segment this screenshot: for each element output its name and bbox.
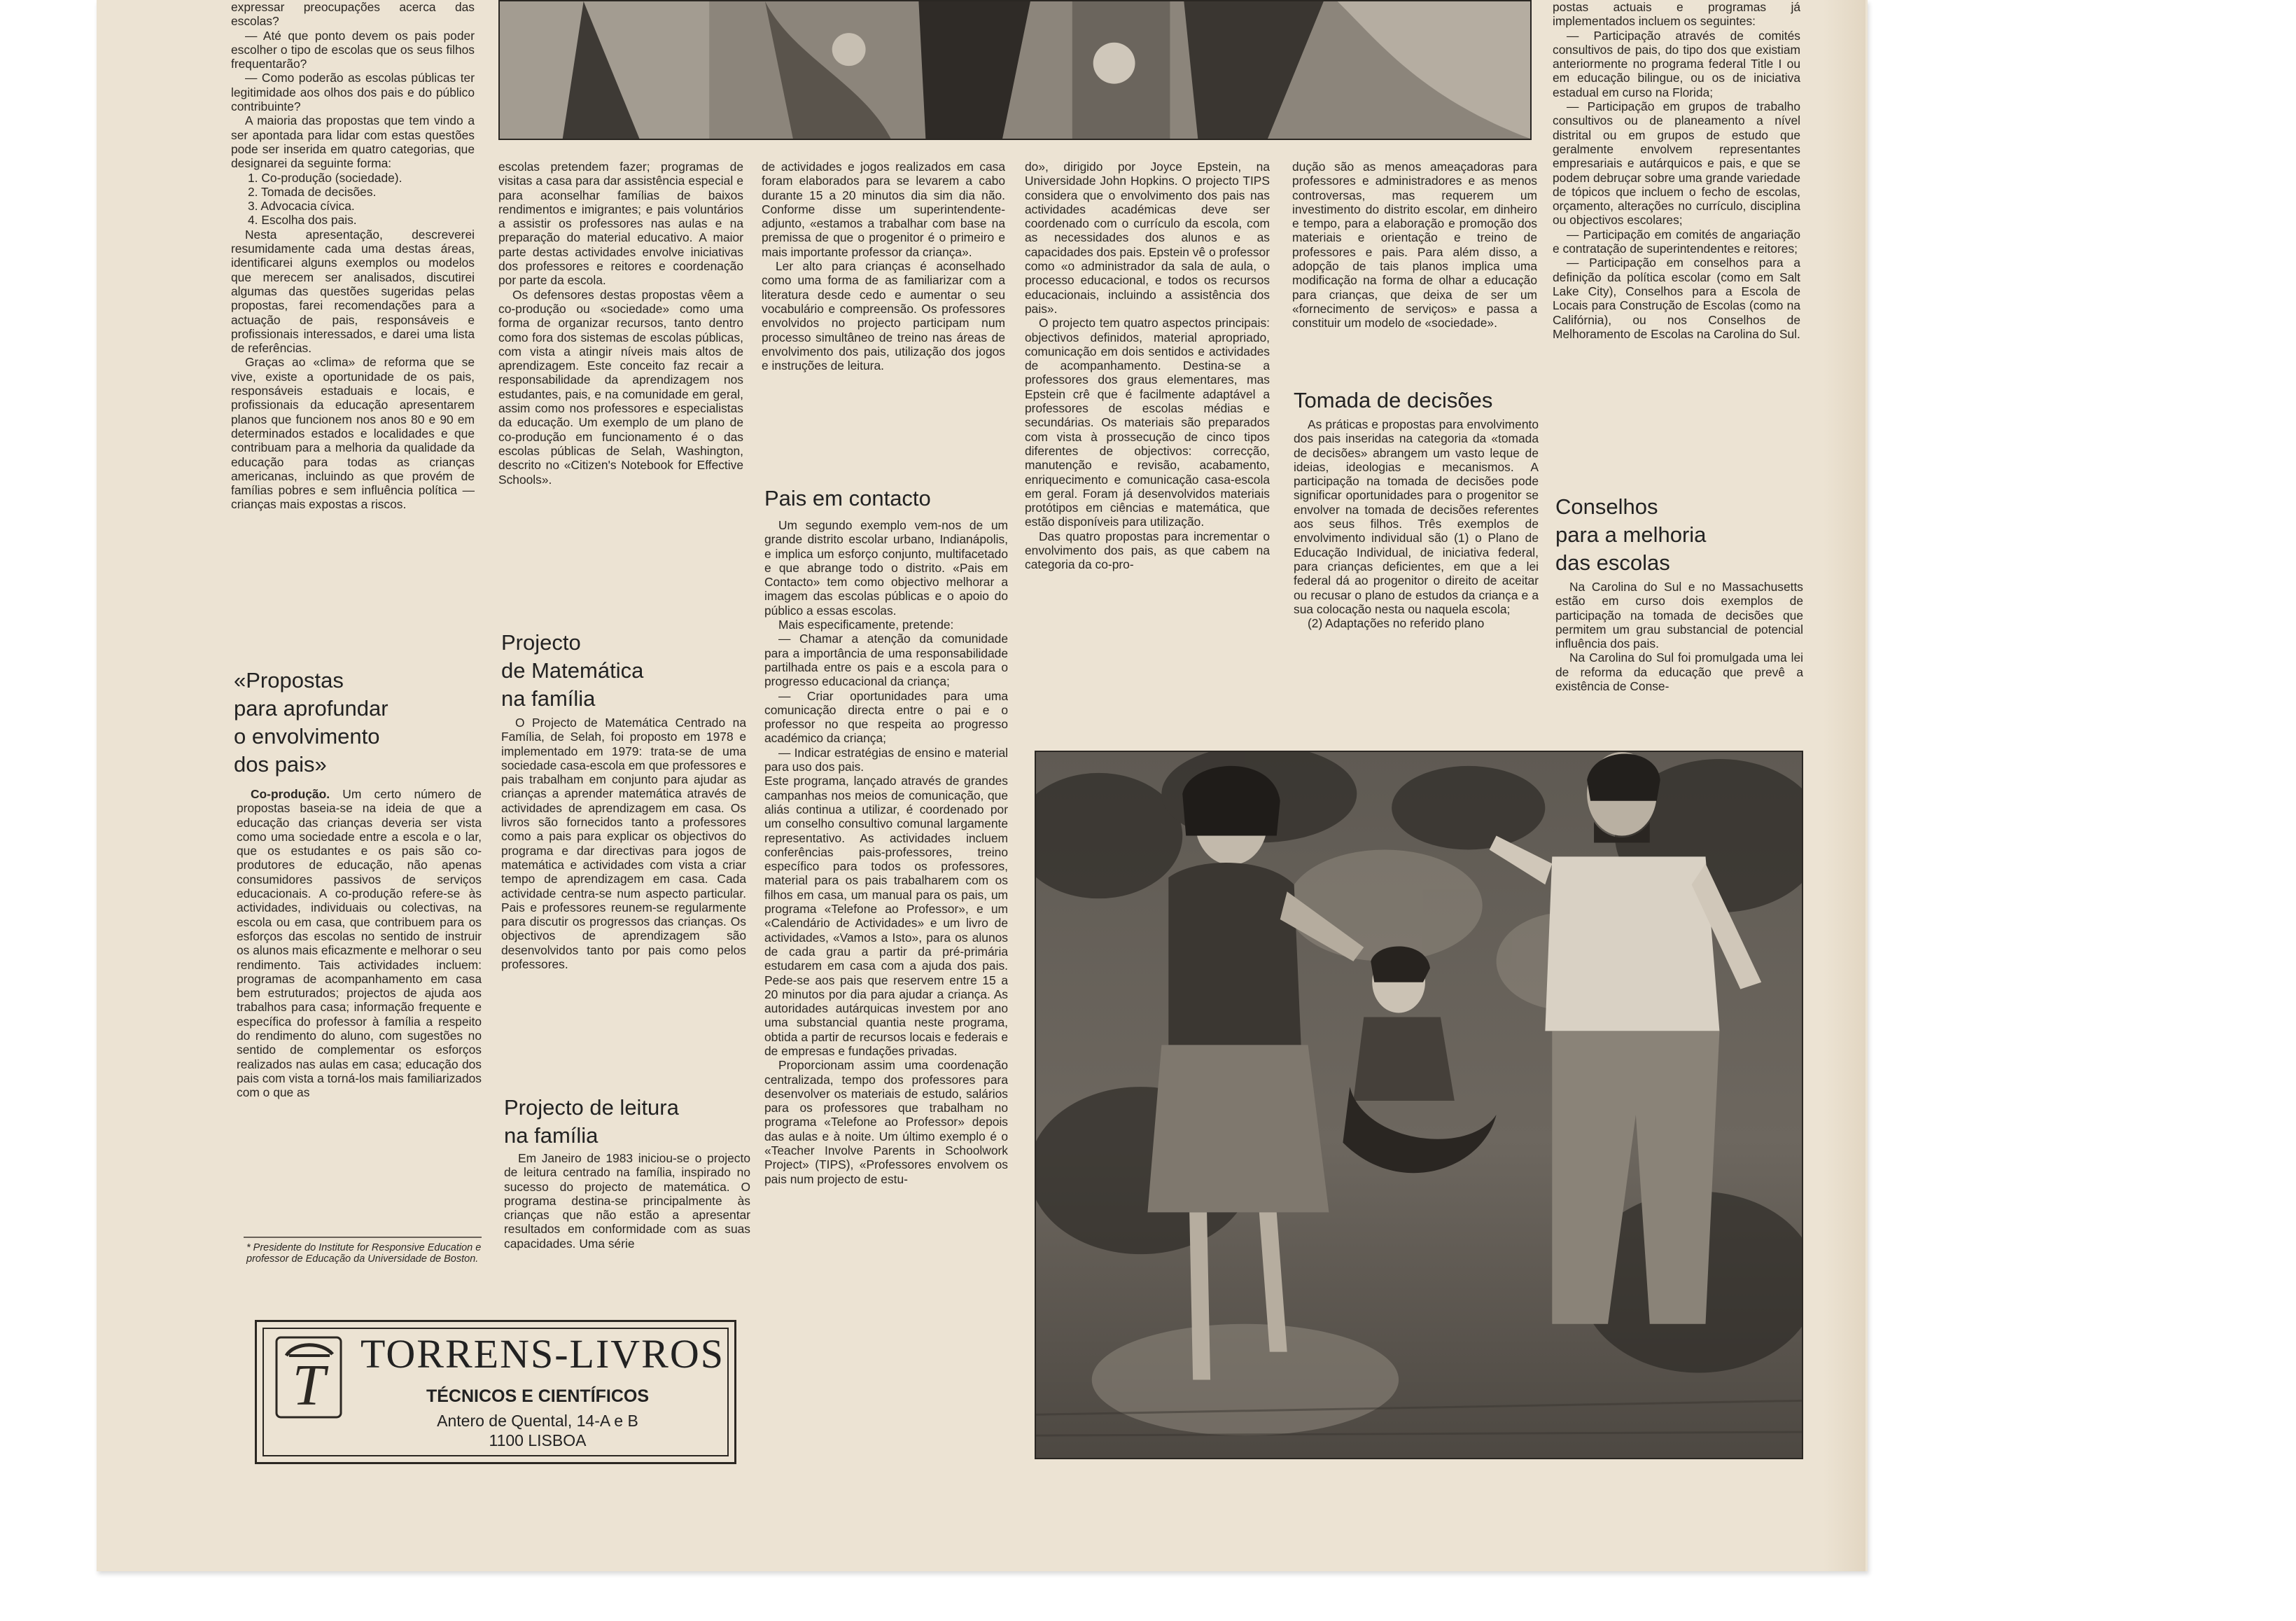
torrens-livros-advertisement (255, 1320, 736, 1464)
footnote-rule (244, 1237, 482, 1238)
paragraph: Nesta apresentação, descreverei resumidamente cada uma destas áreas, identificarei alguns exemplos ou modelos que merecem ser analisados, discutirei algumas das questões sugeridas pelas propostas, farei recomendações para a actuação de pais, responsáveis e profissionais interessados, e darei uma lista de referências. (231, 227, 475, 356)
heading-line: Projecto de leitura (504, 1095, 679, 1120)
ad-address-line-1: Antero de Quental, 14-A e B (437, 1412, 638, 1430)
column-3-contacto (764, 518, 1008, 1461)
column-4 (1025, 160, 1270, 738)
paragraph: — Participação em comités de angariação e contratação de superintendentes e reitores; (1553, 227, 1800, 256)
paragraph: Os defensores destas propostas vêem a co-produção ou «sociedade» como uma forma de organizar recursos, tanto dentro como fora dos sistemas de escolas públicas, com vista a atingir níveis mais altos de aprendizagem. Este conceito faz recair a responsabilidade da aprendizagem nos estudantes, pais, e na comunidade em geral, assim como nos professores e especialistas da educação. Um exemplo de um plano de co-produção em funcionamento é o das escolas públicas de Selah, Washington, descrito no «Citizen's Notebook for Effective Schools». (498, 287, 743, 487)
heading-propostas (234, 667, 388, 779)
column-3 (762, 160, 1005, 475)
paper-fold-shadow (1823, 0, 1865, 1571)
paragraph: Proporcionam assim uma coordenação centralizada, tempo dos professores para desenvolver os materiais de estudo, salários para os professores que trabalham no programa «Telefone ao Professor» depois das aulas e à noite. Um último exemplo é o «Teacher Involve Parents in Schoolwork Project» (TIPS), «Professores envolvem os pais num projecto de estu- (764, 1058, 1008, 1186)
column-5 (1292, 160, 1537, 384)
heading-conselhos (1555, 493, 1706, 577)
paragraph: — Participação em conselhos para a definição da política escolar (como em Salt Lake City), Conselhos para a Escola de Locais para Construção de Escolas (como na Califórnia), ou nos Conselhos de Melhoramento de Escolas na Carolina do Sul. (1553, 256, 1800, 341)
heading-line: na família (501, 686, 596, 711)
heading-line: das escolas (1555, 550, 1670, 575)
ad-brand-name: TORRENS-LIVROS (360, 1331, 724, 1377)
paragraph: escolas pretendem fazer; programas de visitas a casa para dar assistência especial e para aconselhar famílias de baixos rendimentos e imigrantes; e pais voluntários a assistir os professores nas aulas e na preparação do material educativo. A maior parte destas actividades envolve iniciativas dos professores e reitores e coordenação por parte da escola. (498, 160, 743, 288)
paragraph: Na Carolina do Sul e no Massachusetts estão em curso dois exemplos de participação na tomada de decisões que permitem um grau substancial de potencial influência dos pais. (1555, 580, 1803, 651)
heading-line: o envolvimento (234, 724, 380, 749)
paragraph: — Criar oportunidades para uma comunicação directa entre o pai e o professor no que respeita ao progresso académico da criança; (764, 688, 1008, 746)
paragraph: Em Janeiro de 1983 iniciou-se o projecto de leitura centrado na família, inspirado no sucesso do projecto de matemática. O programa destina-se principalmente às crianças que não estão a apresentar resultados em conformidade com as suas capacidades. Uma série (504, 1151, 750, 1251)
heading-line: «Propostas (234, 668, 344, 693)
ad-address-line-2: 1100 LISBOA (489, 1431, 587, 1449)
paragraph: do», dirigido por Joyce Epstein, na Universidade John Hopkins. O projecto TIPS considera que o envolvimento dos pais nas actividades académicas deve ser coordenado com o currículo da escola, com as necessidades dos alunos e as capacidades dos pais. Epstein vê o professor como «o administrador da sala de aula, o processo educacional, e todos os recursos educacionais, incluindo a assistência dos pais». (1025, 160, 1270, 316)
list-item: 1. Co-produção (sociedade). (248, 170, 402, 185)
column-6 (1553, 0, 1800, 492)
paragraph: Mais especificamente, pretende: (778, 618, 954, 632)
paragraph: — Chamar a atenção da comunidade para a importância de uma responsabilidade partilhada entre os pais e a escola para o progresso educacional da criança; (764, 632, 1008, 689)
paragraph: expressar preocupações acerca das escolas? (231, 0, 475, 29)
paragraph: Um certo número de propostas baseia-se na ideia de que a educação das crianças deveria ser vista como uma sociedade entre a escola e o lar, que os estudantes e os pais são co-produtores de educação, não apenas consumidores passivos de serviços educacionais. A co-produção refere-se às actividades, individuais ou colectivas, na escola ou em casa, que contribuem para os esforços das escolas no sentido de instruir os alunos mais eficazmente e melhorar o seu rendimento. Tais actividades incluem: programas de acompanhamento em casa bem estruturados; projectos de ajuda aos trabalhos para casa; informação frequente e específica do professor à família a respeito do rendimento do aluno, com sugestões no sentido de complementar os esforços realizados nas aulas em casa; educação dos pais com vista a torná-los mais familiarizados com o que as (237, 787, 482, 1100)
column-5-tomada (1294, 417, 1539, 739)
column-2-matematica (501, 716, 746, 1085)
heading-line: de Matemática (501, 658, 644, 683)
paragraph: de actividades e jogos realizados em casa foram elaborados para se levarem a cabo durante 15 a 20 minutos dia sim dia não. Conforme disse um superintendente-adjunto, «estamos a trabalhar com base na premissa de que o progenitor é o primeiro e mais importante professor da criança». (762, 160, 1005, 259)
column-2-leitura (504, 1151, 750, 1288)
paragraph: — Como poderão as escolas públicas ter legitimidade aos olhos dos pais e do público contribuinte? (231, 71, 475, 114)
heading-line: Conselhos (1555, 494, 1658, 519)
paragraph: O projecto tem quatro aspectos principais: objectivos definidos, material apropriado, comunicação em dois sentidos e actividades de acompanhamento. Destina-se a professores dos graus elementares, mas Epstein crê que é facilmente adaptável a professores de escolas médias e secundárias. Os materiais são preparados com vista à prossecução de cinco tipos diferentes de objectivos: correcção, manutenção e revisão, acabamento, enriquecimento e comunicação casa-escola em geral. Foram já desenvolvidos materiais protótipos em ciências e matemática, que estão disponíveis para utilização. (1025, 316, 1270, 529)
heading-tomada-decisoes: Tomada de decisões (1294, 388, 1493, 412)
coproducao-label: Co-produção. (251, 787, 330, 801)
heading-matematica (501, 629, 643, 713)
column-6-conselhos (1555, 580, 1803, 734)
paragraph: dução são as menos ameaçadoras para professores e administradores e as menos controversas, mas requerem um investimento do distrito escolar, em dinheiro e tempo, para a elaboração e promoção dos materiais e orientação e treino de professores e pais. Para além disso, a adopção de tais planos implica uma modificação na forma de olhar a educação para crianças, que deixa de ser um «fornecimento de serviços» e passa a constituir um modelo de «sociedade». (1292, 160, 1537, 331)
top-photograph (498, 0, 1532, 140)
family-photograph (1035, 751, 1803, 1459)
list-item: 3. Advocacia cívica. (248, 199, 355, 214)
logo-letter: T (292, 1353, 326, 1418)
paragraph: — Até que ponto devem os pais poder escolher o tipo de escolas que os seus filhos frequentarão? (231, 28, 475, 71)
paragraph: Este programa, lançado através de grandes campanhas nos meios de comunicação, que aliás continua a utilizar, é coordenado por um conselho consultivo comunal largamente representativo. As actividades incluem conferências pais-professores, treino específico para todos os professores, material para os pais trabalharem com os filhos em casa, um manual para os pais, um programa «Telefone ao Professor», e um «Calendário de Actividades» e um livro de actividades, «Vamos a Isto», para os alunos de cada grau a partir da pré-primária estudarem em casa com a ajuda dos pais. Pede-se aos pais que reservem entre 15 a 20 minutos por dia para ajudar a criança. As autoridades autárquicas investem por ano uma substancial quantia neste programa, obtida a partir de recursos locais e federais e de empresas e fundações privadas. (764, 774, 1008, 1058)
heading-line: para a melhoria (1555, 522, 1707, 547)
paragraph: (2) Adaptações no referido plano (1308, 616, 1485, 631)
column-2 (498, 160, 743, 622)
heading-pais-contacto: Pais em contacto (764, 486, 931, 510)
paragraph: Ler alto para crianças é aconselhado como uma forma de as familiarizar com a literatura desde cedo e aumentar o seu vocabulário e compreensão. Os professores envolvidos no projecto participam num processo simultâneo de treino nas áreas de envolvimento dos pais, utilização dos jogos e instruções de leitura. (762, 259, 1005, 373)
heading-leitura (504, 1094, 679, 1150)
author-footnote: * Presidente do Institute for Responsive Education e professor de Educação da Universidade de Boston. (246, 1242, 482, 1265)
heading-line: para aprofundar (234, 696, 388, 721)
paragraph: As práticas e propostas para envolvimento dos pais inseridas na categoria da «tomada de decisões» abrangem um vasto leque de ideias, ideologias e mecanismos. A participação na tomada de decisões pode significar oportunidades para o progenitor se envolver na tomada de decisões referentes aos seus filhos. Três exemplos de envolvimento individual são (1) o Plano de Educação Individual, de iniciativa federal, para crianças deficientes, em que a lei federal dá ao progenitor o direito de aceitar ou recusar o plano de estudos da criança e a sua colocação nesta ou naquela escola; (1294, 417, 1539, 616)
heading-line: Projecto (501, 630, 581, 655)
paragraph: — Indicar estratégias de ensino e material para uso dos pais. (764, 745, 1008, 774)
paragraph: O Projecto de Matemática Centrado na Família, de Selah, foi proposto em 1978 e implementado em 1979: trata-se de uma sociedade casa-escola em que professores e pais trabalham em conjunto para ajudar as crianças a aprender matemática através de actividades de aprendizagem em casa. Os livros são fornecidos tanto a professores como a pais para explicar os objectivos do programa e dar directivas para jogos de matemática e actividades com vista a criar tempo de aprendizagem em casa. Cada actividade centra-se num aspecto particular. Pais e professores reunem-se regularmente para discutir os progressos das crianças. Os objectivos de aprendizagem são desenvolvidos tanto por pais como pelos professores. (501, 716, 746, 972)
paragraph: postas actuais e programas já implementados incluem os seguintes: (1553, 0, 1800, 29)
list-item: 4. Escolha dos pais. (248, 213, 357, 228)
ad-subtitle: TÉCNICOS E CIENTÍFICOS (426, 1386, 650, 1406)
heading-line: dos pais» (234, 752, 327, 777)
paragraph: A maioria das propostas que tem vindo a ser apontada para lidar com estas questões pode ser inserida em quatro categorias, que designarei da seguinte forma: (231, 113, 475, 171)
column-1 (231, 0, 475, 658)
paragraph: Na Carolina do Sul foi promulgada uma lei de reforma da educação que prevê a existência de Conse- (1555, 651, 1803, 694)
paragraph: — Participação em grupos de trabalho consultivos ou de planeamento a nível distrital ou em grupos de estudo que geralmente envolvem representantes empresariais e autárquicos e pais, e que se podem debruçar sobre uma grande variedade de tópicos que incluem o fecho de escolas, orçamento, alterações no currículo, disciplina ou objectivos escolares; (1553, 99, 1800, 228)
torrens-logo-icon (274, 1335, 344, 1420)
list-item: 2. Tomada de decisões. (248, 184, 377, 199)
paragraph: Um segundo exemplo vem-nos de um grande distrito escolar urbano, Indianápolis, e implica um esforço conjunto, multifacetado e que abrange todo o distrito. «Pais em Contacto» tem como objectivo melhorar a imagem das escolas públicas e o apoio do público a essas escolas. (764, 518, 1008, 618)
heading-line: na família (504, 1123, 598, 1148)
column-1-coproducao (237, 787, 482, 1221)
paragraph: Graças ao «clima» de reforma que se vive, existe a oportunidade de os pais, responsáveis estaduais e locais, e profissionais da educação apresentarem planos que funcionem nos anos 80 e 90 em determinados estados e localidades e que contribuam para a melhoria da qualidade da educação para todas as crianças americanas, incluindo as que provém de famílias pobres e sem influência política — crianças mais expostas a riscos. (231, 355, 475, 512)
paragraph: Das quatro propostas para incrementar o envolvimento dos pais, as que cabem na categoria da co-pro- (1025, 529, 1270, 572)
paragraph: — Participação através de comités consultivos de pais, do tipo dos que existiam anteriormente no programa federal Title I ou em educação bilingue, ou os de iniciativa estadual em curso na Florida; (1553, 28, 1800, 99)
